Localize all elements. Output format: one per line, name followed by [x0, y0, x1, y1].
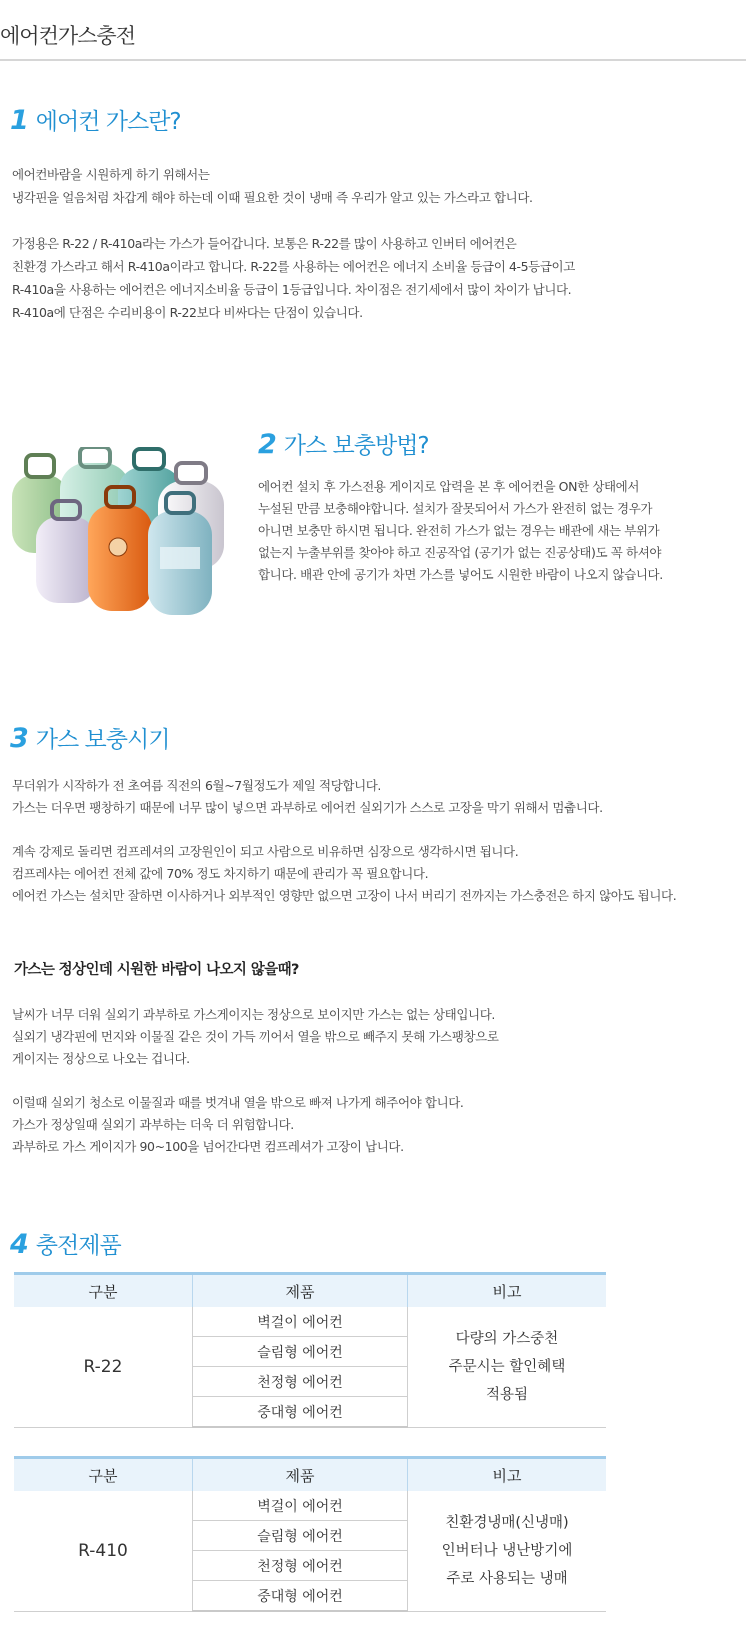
text-line: 계속 강제로 돌리면 컴프레셔의 고장원인이 되고 사람으로 비유하면 심장으로 생각하시면 됩니다. — [12, 844, 519, 859]
section-3-text — [12, 775, 676, 907]
note-cell — [408, 1307, 607, 1427]
product-cell: 슬림형 에어컨 — [193, 1337, 408, 1367]
page-title: 에어컨가스충전 — [0, 24, 136, 48]
table-header-note: 비고 — [408, 1458, 607, 1492]
text-line: 가정용은 R-22 / R-410a라는 가스가 들어갑니다. 보통은 R-22를 많이 사용하고 인버터 에어컨은 — [12, 236, 517, 251]
note-line: 친환경냉매(신냉매) — [445, 1514, 569, 1531]
product-cell: 천정형 에어컨 — [193, 1367, 408, 1397]
section-2-number: 2 — [258, 429, 276, 460]
section-1-number: 1 — [10, 105, 28, 136]
table-header-product: 제품 — [193, 1458, 408, 1492]
table-header-category: 구분 — [14, 1274, 193, 1308]
product-cell: 천정형 에어컨 — [193, 1551, 408, 1581]
product-cell: 벽걸이 에어컨 — [193, 1491, 408, 1521]
section-2-text — [258, 476, 663, 586]
text-line: 냉각핀을 얼음처럼 차갑게 해야 하는데 이때 필요한 것이 냉매 즉 우리가 알고 있는 가스라고 합니다. — [12, 190, 533, 205]
text-line: 컴프레샤는 에어컨 전체 값에 70% 정도 차지하기 때문에 관리가 꼭 필요합니다. — [12, 866, 429, 881]
table-header-note: 비고 — [408, 1274, 607, 1308]
subsection-text — [12, 1004, 499, 1158]
note-line: 주문시는 할인혜택 — [448, 1358, 566, 1375]
note-cell — [408, 1491, 607, 1611]
text-line: 이럴때 실외기 청소로 이물질과 때를 벗겨내 열을 밖으로 빠져 나가게 해주어야 합니다. — [12, 1095, 464, 1110]
text-line: 에어컨 가스는 설치만 잘하면 이사하거나 외부적인 영향만 없으면 고장이 나서 버리기 전까지는 가스충전은 하지 않아도 됩니다. — [12, 888, 677, 903]
section-4-heading — [10, 1227, 121, 1260]
text-line: 무더위가 시작하가 전 초여름 직전의 6월~7월정도가 제일 적당합니다. — [12, 778, 381, 793]
product-table-r22 — [14, 1272, 606, 1428]
section-1-text — [12, 163, 575, 324]
product-cell: 중대형 에어컨 — [193, 1581, 408, 1612]
product-cell: 벽걸이 에어컨 — [193, 1307, 408, 1337]
product-cell: 중대형 에어컨 — [193, 1397, 408, 1428]
section-4-number: 4 — [10, 1229, 28, 1260]
text-line: 날씨가 너무 더워 실외기 과부하로 가스게이지는 정상으로 보이지만 가스는 없는 상태입니다. — [12, 1007, 495, 1022]
section-3-title: 가스 보충시기 — [35, 727, 170, 753]
product-table-r410 — [14, 1456, 606, 1612]
text-line: R-410a에 단점은 수리비용이 R-22보다 비싸다는 단점이 있습니다. — [12, 305, 363, 320]
subheading-no-cool-air: 가스는 정상인데 시원한 바람이 나오지 않을때? — [14, 962, 299, 978]
text-line: 없는지 누출부위를 찾아야 하고 진공작업 (공기가 없는 진공상태)도 꼭 하셔야 — [258, 545, 662, 560]
section-2-title: 가스 보충방법? — [283, 433, 429, 459]
section-1-heading — [10, 103, 181, 136]
note-line: 주로 사용되는 냉매 — [446, 1570, 568, 1587]
text-line: 실외기 냉각핀에 먼지와 이물질 같은 것이 가득 끼어서 열을 밖으로 빼주지 못해 가스팽창으로 — [12, 1029, 499, 1044]
text-line: 에어컨 설치 후 가스전용 게이지로 압력을 본 후 에어컨을 ON한 상태에서 — [258, 479, 640, 494]
text-line: 아니면 보충만 하시면 됩니다. 완전히 가스가 없는 경우는 배관에 새는 부위가 — [258, 523, 660, 538]
text-line: 가스가 정상일때 실외기 과부하는 더욱 더 위험합니다. — [12, 1117, 294, 1132]
section-3-heading — [10, 721, 169, 754]
text-line: 가스는 더우면 팽창하기 때문에 너무 많이 넣으면 과부하로 에어컨 실외기가 스스로 고장을 막기 위해서 멈춥니다. — [12, 800, 603, 815]
text-line: 합니다. 배관 안에 공기가 차면 가스를 넣어도 시원한 바람이 나오지 않습니다. — [258, 567, 663, 582]
gas-cylinders-image — [8, 447, 258, 617]
product-cell: 슬림형 에어컨 — [193, 1521, 408, 1551]
title-divider — [0, 59, 746, 61]
text-line: 에어컨바람을 시원하게 하기 위해서는 — [12, 167, 210, 182]
section-3-number: 3 — [10, 723, 28, 754]
text-line: 친환경 가스라고 해서 R-410a이라고 합니다. R-22를 사용하는 에어컨은 에너지 소비율 등급이 4-5등급이고 — [12, 259, 575, 274]
section-4-title: 충전제품 — [35, 1233, 121, 1259]
table-row — [14, 1491, 606, 1521]
text-line: 과부하로 가스 게이지가 90~100을 넘어간다면 컴프레셔가 고장이 납니다. — [12, 1139, 404, 1154]
table-row — [14, 1307, 606, 1337]
note-line: 인버터나 냉난방기에 — [441, 1542, 573, 1559]
table-header-product: 제품 — [193, 1274, 408, 1308]
table-header-category: 구분 — [14, 1458, 193, 1492]
text-line: 누설된 만큼 보충해야합니다. 설치가 잘못되어서 가스가 완전히 없는 경우가 — [258, 501, 653, 516]
text-line: 게이지는 정상으로 나오는 겁니다. — [12, 1051, 190, 1066]
note-line: 다량의 가스중천 — [455, 1330, 559, 1347]
refrigerant-grade: R-22 — [14, 1307, 193, 1427]
section-1-title: 에어컨 가스란? — [35, 109, 181, 135]
section-2-heading — [258, 427, 429, 460]
text-line: R-410a을 사용하는 에어컨은 에너지소비율 등급이 1등급입니다. 차이점은 전기세에서 많이 차이가 납니다. — [12, 282, 572, 297]
note-line: 적용됨 — [485, 1386, 529, 1403]
refrigerant-grade: R-410 — [14, 1491, 193, 1611]
